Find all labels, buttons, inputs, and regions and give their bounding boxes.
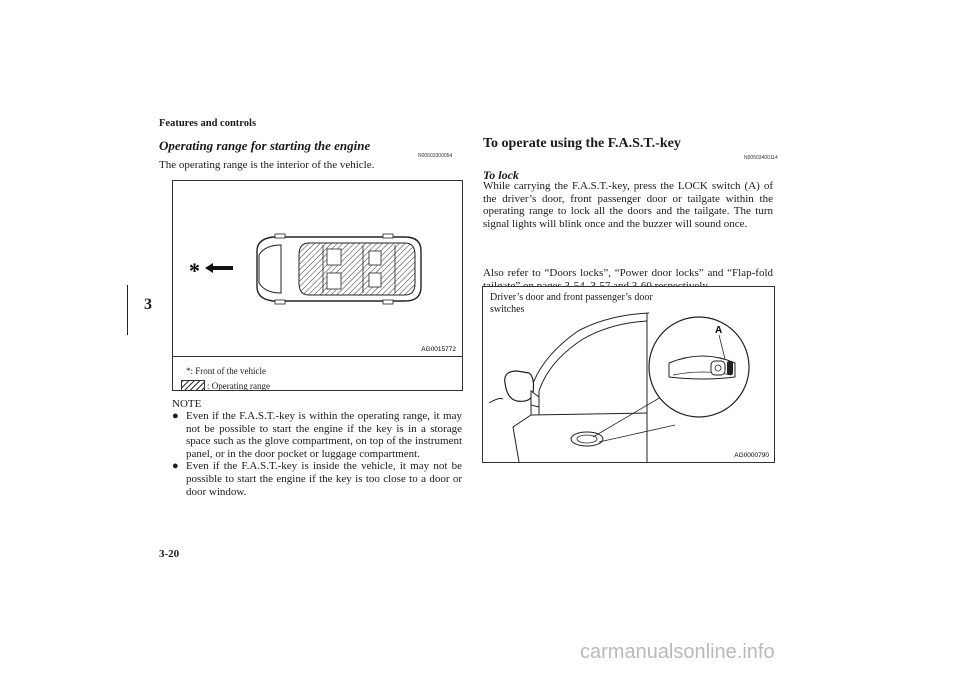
figure-id: AG0015772 xyxy=(421,346,456,353)
section-code: N00503400114 xyxy=(744,155,778,161)
watermark: carmanualsonline.info xyxy=(580,641,775,663)
see-also-references: Also refer to “Doors locks”, “Power door locks” and “Flap-fold xyxy=(483,267,773,279)
intro-text: The operating range is the interior of the vehicle. xyxy=(159,159,375,171)
note-list xyxy=(172,410,462,498)
figure-id: AG0000790 xyxy=(734,452,769,459)
lock-switch-button xyxy=(711,361,725,375)
section-title-operating-range: Operating range for starting the engine xyxy=(159,138,371,153)
vehicle-top-view-figure xyxy=(172,180,463,357)
list-item xyxy=(172,410,462,460)
page-number: 3-20 xyxy=(159,548,180,560)
hatch-swatch-icon xyxy=(181,380,205,391)
bullet-icon: ● xyxy=(172,460,179,473)
section-title-fast-key: To operate using the F.A.S.T.-key xyxy=(483,136,681,151)
legend-front-of-vehicle: *: Front of the vehicle xyxy=(186,366,266,376)
note-item-text: Even if the F.A.S.T.-key is within the operating range, it may not be possible to start the engine if the key is in a storage space such as the glove compartment, on top of the instrument panel, or in the door pocket or luggage compartment. xyxy=(186,410,462,460)
legend-operating-range xyxy=(181,380,270,391)
note-item-text: Even if the F.A.S.T.-key is inside the vehicle, it may not be possible to start the engine if the key is too close to a door or door window. xyxy=(186,460,462,498)
running-header: Features and controls xyxy=(159,118,257,129)
callout-a: A xyxy=(715,325,723,336)
section-code: N00503300054 xyxy=(418,153,453,159)
handle-closeup-circle xyxy=(649,317,749,417)
note-label: NOTE xyxy=(172,398,202,410)
chapter-tab-number: 3 xyxy=(144,296,152,313)
subsection-title-to-lock: To lock xyxy=(483,168,519,182)
bullet-icon: ● xyxy=(172,410,179,422)
lock-instructions: While carrying the F.A.S.T.-key, press the LOCK switch (A) of the driver’s door, front passenger door or tailgate within the operating range to lock all the doors and the tailgate. The turn signal lights will blink once and the buzzer will sound once. xyxy=(483,180,773,230)
chapter-tab-rule xyxy=(127,285,128,335)
operating-range-hatch xyxy=(299,243,415,295)
list-item xyxy=(172,460,462,498)
front-marker: * xyxy=(189,258,200,283)
side-mirror-icon xyxy=(505,371,539,407)
vehicle-top-view-illustration xyxy=(173,181,462,356)
figure-caption: Driver’s door and front passenger’s door switches xyxy=(490,292,653,315)
legend-operating-range-text: : Operating range xyxy=(207,380,270,391)
